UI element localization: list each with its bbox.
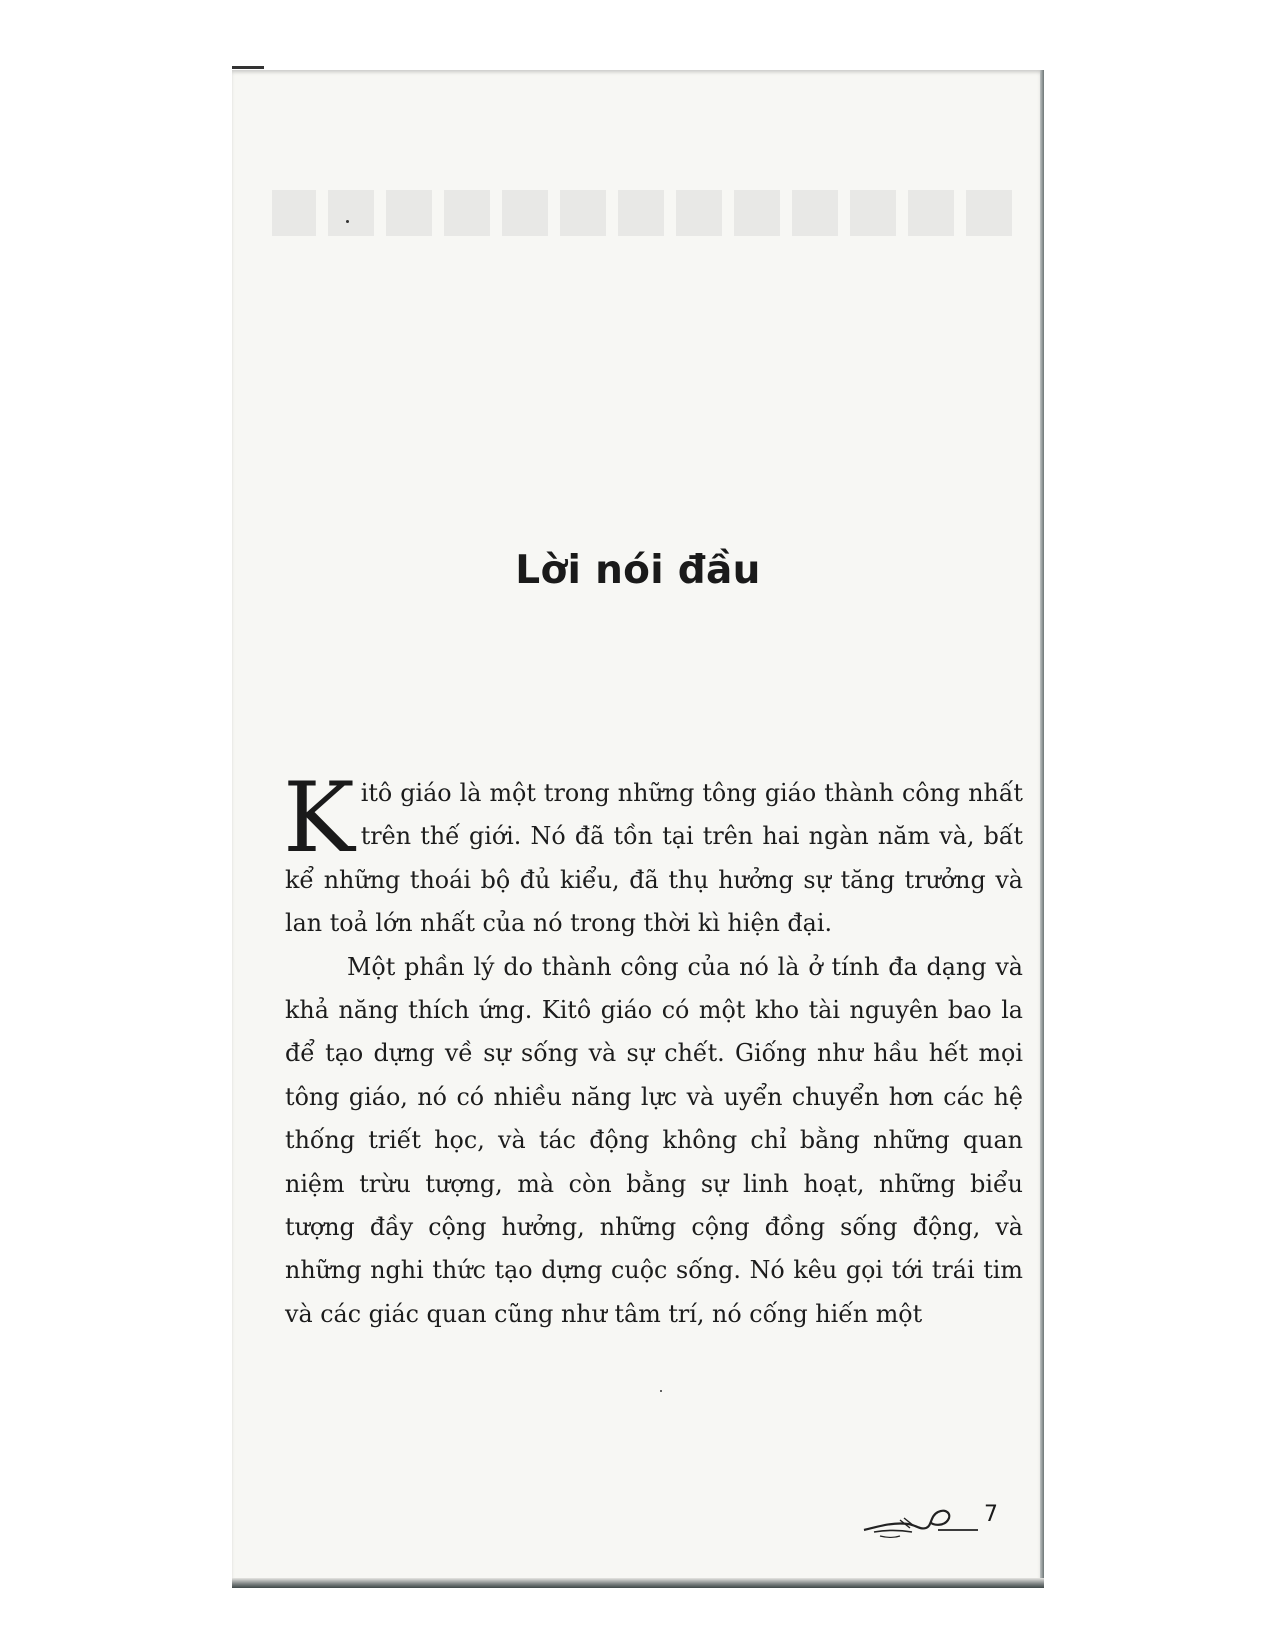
page-number: 7 (984, 1502, 998, 1527)
drop-cap: K (283, 762, 355, 874)
body-text (283, 762, 1023, 1336)
paragraph-2: Một phần lý do thành công của nó là ở tính đa dạng và khả năng thích ứng. Kitô giáo có một kho tài nguyên bao la để tạo dựng về sự sống và sự chết. Giống như hầu hết mọi tông giáo, nó có nhiều năng lực và uyển chuyển hơn các hệ thống triết học, và tác động không chỉ bằng những quan niệm trừu tượng, mà còn bằng sự linh hoạt, những biểu tượng đầy cộng hưởng, những cộng đồng sống động, và những nghi thức tạo dựng cuộc sống. Nó kêu gọi tới trái tim và các giác quan cũng như tâm trí, nó cống hiến một (285, 952, 1023, 1328)
show-through-texture (272, 190, 1012, 236)
ink-speck (346, 220, 349, 223)
ink-speck (660, 1390, 662, 1392)
page-edge-top (232, 66, 264, 69)
page-footer (860, 1500, 1020, 1550)
page-edge-bottom (232, 1578, 1044, 1588)
page-edge-right (1040, 70, 1044, 1585)
chapter-title: Lời nói đầu (515, 548, 761, 593)
paragraph-1-text: itô giáo là một trong những tông giáo thành công nhất trên thế giới. Nó đã tồn tại trên hai ngàn năm và, bất kể những thoái bộ đủ kiểu, đã thụ hưởng sự tăng trưởng và lan toả lớn nhất của nó trong thời kì hiện đại. (285, 779, 1023, 938)
paragraph-1 (283, 762, 1023, 946)
book-page (232, 70, 1044, 1585)
flourish-ornament-icon (860, 1500, 980, 1540)
